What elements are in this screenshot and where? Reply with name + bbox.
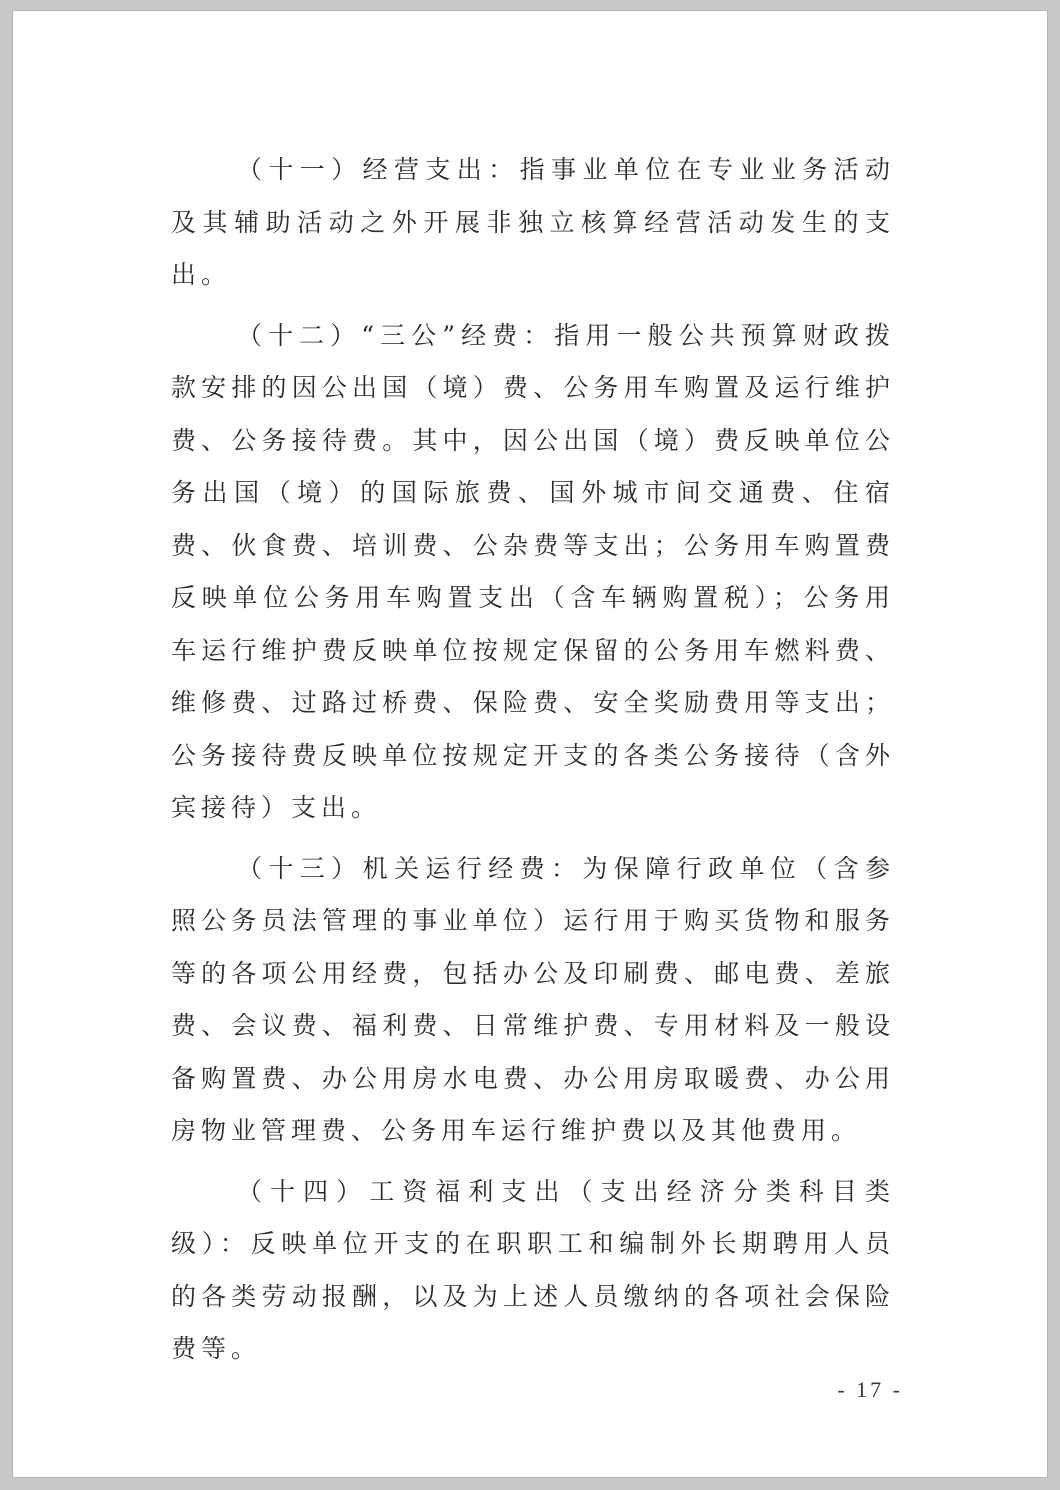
document-page [12, 10, 1048, 1478]
paragraph-operating-expenditure: （十一）经营支出：指事业单位在专业业务活动及其辅助活动之外开展非独立核算经营活动发生的支出。 [171, 155, 895, 289]
paragraph-agency-operating-funds: （十三）机关运行经费：为保障行政单位（含参照公务员法管理的事业单位）运行用于购买货物和服务等的各项公用经费，包括办公及印刷费、邮电费、差旅费、会议费、福利费、日常维护费、专用材料及一般设备购置费、办公用房水电费、办公用房取暖费、办公用房物业管理费、公务用车运行维护费以及其他费用。 [171, 853, 895, 1145]
page-number: - 17 - [837, 1377, 903, 1402]
paragraph-three-public-expenses: （十二）“三公”经费：指用一般公共预算财政拨款安排的因公出国（境）费、公务用车购置及运行维护费、公务接待费。其中，因公出国（境）费反映单位公务出国（境）的国际旅费、国外城市间交通费、住宿费、伙食费、培训费、公杂费等支出；公务用车购置费反映单位公务用车购置支出（含车辆购置税）；公务用车运行维护费反映单位按规定保留的公务用车燃料费、维修费、过路过桥费、保险费、安全奖励费用等支出；公务接待费反映单位按规定开支的各类公务接待（含外宾接待）支出。 [171, 320, 895, 822]
page-body [171, 144, 895, 1384]
paragraph-wages-and-benefits: （十四）工资福利支出（支出经济分类科目类级）：反映单位开支的在职职工和编制外长期聘用人员的各类劳动报酬，以及为上述人员缴纳的各项社会保险费等。 [171, 1176, 895, 1363]
